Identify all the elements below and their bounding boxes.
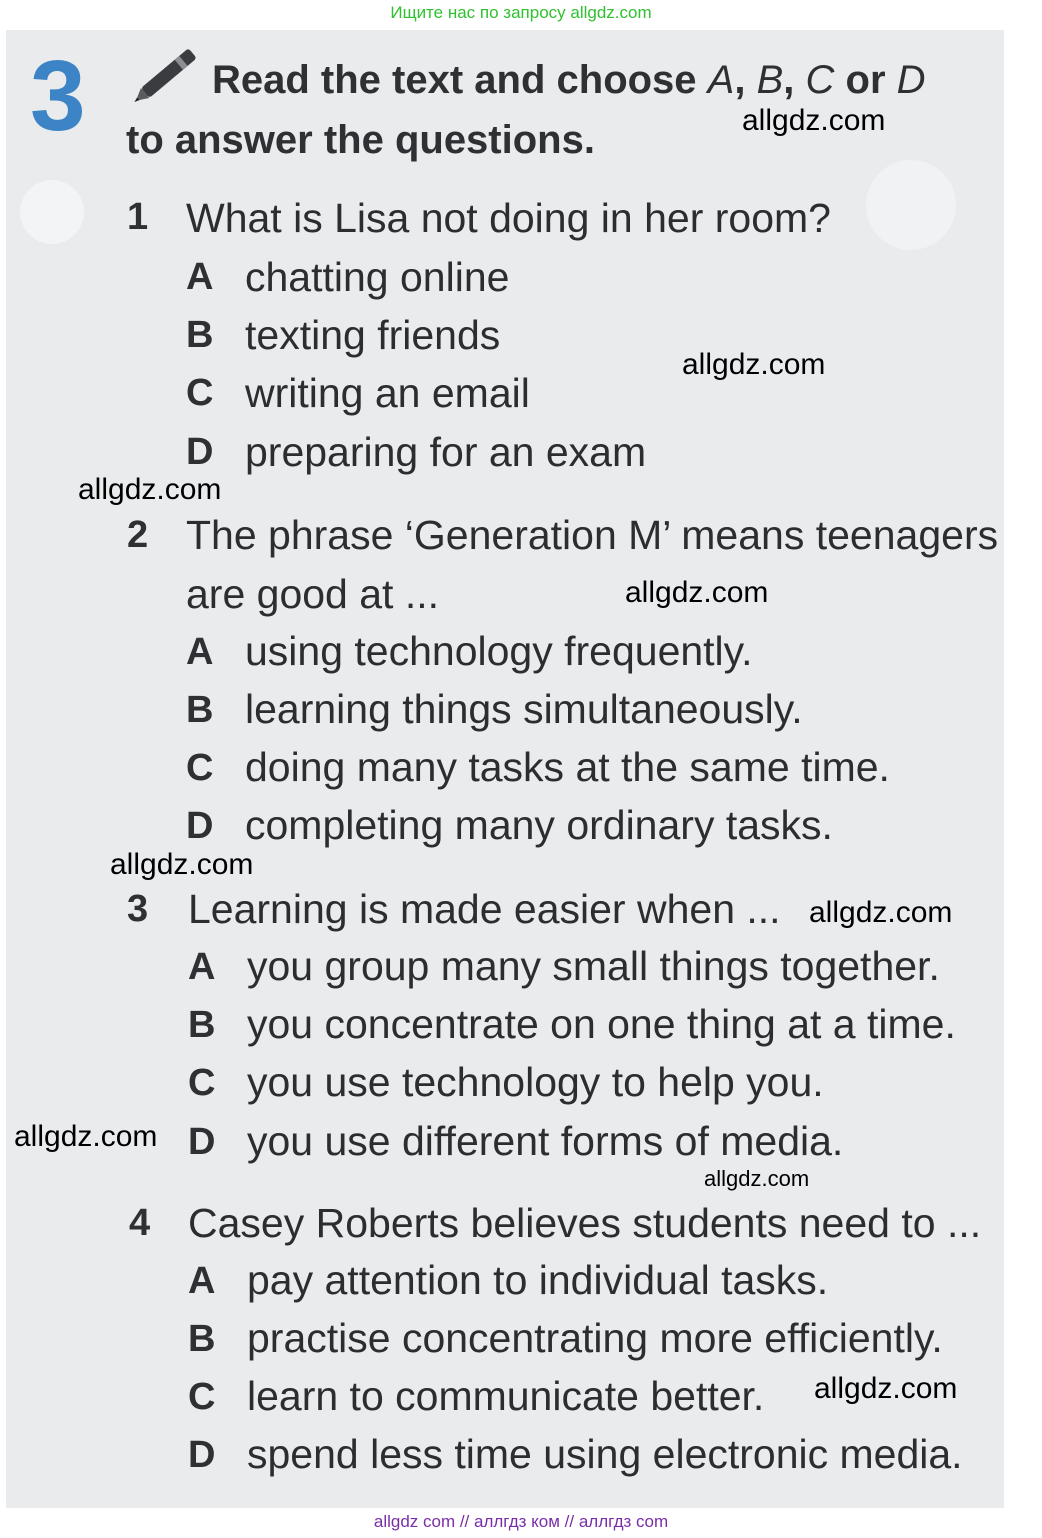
instruction-text-end: to answer the questions. — [126, 118, 595, 162]
question-number: 2 — [127, 514, 149, 556]
option-text: you use technology to help you. — [247, 1059, 824, 1105]
instruction-option-a: A — [707, 58, 735, 102]
option-text: you group many small things together. — [247, 943, 940, 989]
watermark: allgdz.com — [625, 576, 769, 609]
option-letter: B — [188, 1004, 216, 1046]
watermark: allgdz.com — [814, 1372, 958, 1405]
option-letter: C — [188, 1062, 216, 1104]
option-text: learn to communicate better. — [247, 1373, 765, 1419]
option-text: you use different forms of media. — [247, 1118, 844, 1164]
question-text: are good at ... — [186, 571, 440, 617]
option-letter: C — [188, 1376, 216, 1418]
question-text: Casey Roberts believes students need to ... — [188, 1200, 982, 1246]
option-text: you concentrate on one thing at a time. — [247, 1001, 956, 1047]
instruction-option-c: C — [805, 58, 835, 102]
watermark: allgdz.com — [742, 104, 886, 137]
watermark: allgdz.com — [704, 1166, 810, 1191]
option-letter: A — [188, 1260, 216, 1302]
instruction-option-b: B — [756, 58, 784, 102]
option-text: spend less time using electronic media. — [247, 1431, 963, 1477]
option-letter: D — [186, 805, 214, 847]
option-letter: A — [186, 256, 214, 298]
watermark: allgdz.com — [682, 348, 826, 381]
footer-banner: allgdz com // аллгдз ком // аллгдз com — [373, 1512, 669, 1531]
option-letter: A — [186, 631, 214, 673]
option-text: texting friends — [245, 312, 501, 358]
instruction-text: Read the text and choose — [212, 58, 708, 102]
option-letter: B — [186, 314, 214, 356]
option-letter: D — [188, 1434, 216, 1476]
instruction-option-d: D — [896, 58, 926, 102]
question-number: 3 — [127, 888, 149, 930]
watermark: allgdz.com — [809, 896, 953, 929]
question-number: 4 — [129, 1202, 151, 1244]
option-letter: B — [188, 1318, 216, 1360]
watermark: allgdz.com — [110, 848, 254, 881]
top-banner: Ищите нас по запросу allgdz.com — [390, 3, 652, 22]
option-letter: D — [188, 1121, 216, 1163]
option-text: practise concentrating more efficiently. — [247, 1315, 943, 1361]
exercise-number: 3 — [30, 40, 86, 152]
option-text: learning things simultaneously. — [245, 686, 803, 732]
option-text: preparing for an exam — [245, 429, 647, 475]
option-text: chatting online — [245, 254, 510, 300]
option-letter: A — [188, 946, 216, 988]
watermark: allgdz.com — [78, 473, 222, 506]
question-text: The phrase ‘Generation M’ means teenagers — [186, 512, 999, 558]
option-letter: C — [186, 372, 214, 414]
instruction-comma: , — [783, 58, 806, 102]
option-letter: C — [186, 747, 214, 789]
instruction-comma: , — [734, 58, 757, 102]
watermark: allgdz.com — [14, 1120, 158, 1153]
option-text: doing many tasks at the same time. — [245, 744, 890, 790]
option-text: writing an email — [245, 370, 530, 416]
option-letter: D — [186, 431, 214, 473]
option-text: completing many ordinary tasks. — [245, 802, 833, 848]
question-number: 1 — [127, 196, 149, 238]
option-text: pay attention to individual tasks. — [247, 1257, 829, 1303]
question-text: What is Lisa not doing in her room? — [186, 195, 831, 241]
option-text: using technology frequently. — [245, 628, 753, 674]
option-letter: B — [186, 689, 214, 731]
instruction-or: or — [834, 58, 897, 102]
question-text: Learning is made easier when ... — [188, 886, 781, 932]
